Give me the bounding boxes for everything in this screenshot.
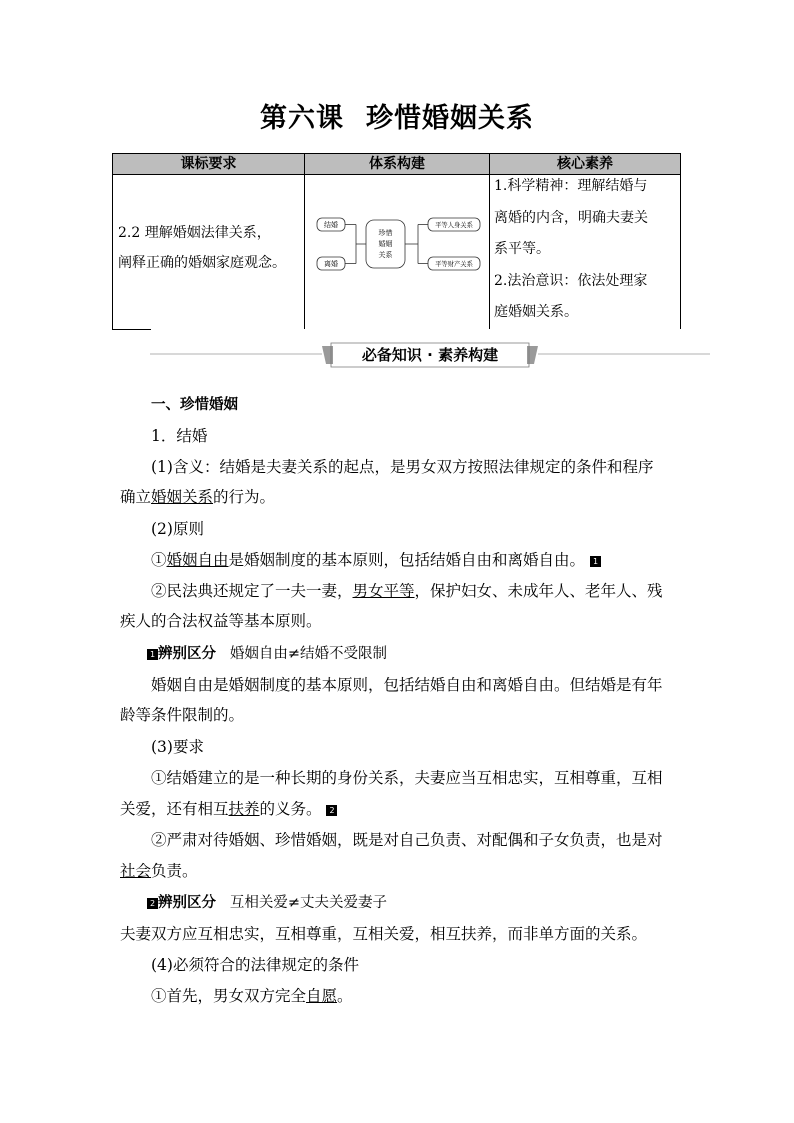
note-marker[interactable]: 2 [326,805,337,816]
key-term: 婚姻关系 [151,488,214,506]
table-col-line [680,153,681,329]
requirement-line: 2.2 理解婚姻法律关系， [118,225,271,241]
text-run: 。 [337,987,353,1005]
header-requirement: 课标要求 [113,154,304,174]
diagram-label-divorce: 离婚 [324,260,338,268]
diagram-label-personal: 平等人身关系 [435,222,473,229]
definition-line [120,485,275,507]
definition-line: (1)含义：结婚是夫妻关系的起点，是男女双方按照法律规定的条件和程序 [151,458,654,476]
note-heading [147,642,387,663]
diagram-label-property: 平等财产关系 [435,261,473,268]
paragraph-heading: (4)必须符合的法律规定的条件 [151,956,359,974]
note-heading [147,891,387,912]
text-run: ① [151,551,167,569]
paragraph-heading: (2)原则 [151,520,204,538]
section-banner [150,342,710,368]
text-run: 确立 [120,488,152,506]
banner-label: 必备知识 · 素养构建 [361,346,499,364]
principle-line: 疾人的合法权益等基本原则。 [120,612,322,630]
text-run: 是婚姻制度的基本原则，包括结婚自由和离婚自由。 [228,551,586,569]
key-term: 自愿 [306,987,338,1005]
table-bottom-stub [112,329,151,330]
section-heading: 一、珍惜婚姻 [151,396,238,413]
text-run: ，保护妇女、未成年人、老年人、残 [414,582,663,600]
header-literacy: 核心素养 [490,154,680,174]
diagram-label-center: 珍惜 [378,229,393,237]
note-marker: 1 [147,649,158,660]
literacy-text [494,171,648,329]
key-term: 社会 [120,862,152,880]
title-lesson-number: 第六课 [260,103,344,134]
requirement-line: ①结婚建立的是一种长期的身份关系，夫妻应当互相忠实，互相尊重，互相 [151,769,663,787]
note-label: 辨别区分 [158,894,216,911]
note-subtitle: 婚姻自由≠结婚不受限制 [229,646,387,662]
diagram-label-center: 婚姻 [378,240,393,248]
requirement-line [120,859,198,881]
page-title [0,96,794,135]
note-line: 婚姻自由是婚姻制度的基本原则，包括结婚自由和离婚自由。但结婚是有年 [151,676,663,694]
title-lesson-name: 珍惜婚姻关系 [366,103,534,134]
condition-line [151,984,353,1006]
diagram-label-center: 关系 [378,251,393,259]
requirement-text [118,218,286,278]
principle-line [151,579,663,601]
standards-table [112,153,681,329]
key-term: 婚姻自由 [166,551,229,569]
text-run: 负责。 [151,862,198,880]
key-term: 男女平等 [352,582,415,600]
note-marker[interactable]: 1 [590,556,601,567]
text-run: ①首先，男女双方完全 [151,987,307,1005]
requirement-line: 阐释正确的婚姻家庭观念。 [118,255,286,271]
concept-diagram [314,213,482,277]
literacy-line: 庭婚姻关系。 [494,304,578,320]
text-run: 关爱，还有相互 [120,800,229,818]
diagram-label-marriage: 结婚 [324,221,338,229]
subsection-heading: 1．结婚 [151,427,208,445]
literacy-line: 2.法治意识：依法处理家 [494,272,648,289]
text-run: ②民法典还规定了一夫一妻， [151,582,353,600]
paragraph-heading: (3)要求 [151,738,204,756]
note-line: 龄等条件限制的。 [120,706,245,724]
text-run: 的行为。 [213,488,276,506]
requirement-line [120,797,337,819]
literacy-line: 1.科学精神：理解结婚与 [494,178,648,194]
key-term: 扶养 [228,800,260,818]
literacy-line: 系平等。 [494,241,550,257]
table-col-line [112,153,113,329]
header-structure: 体系构建 [305,154,489,174]
table-col-line [304,153,305,329]
note-marker: 2 [147,898,158,909]
note-line: 夫妻双方应互相忠实，互相尊重，互相关爱，相互扶养，而非单方面的关系。 [120,925,648,943]
principle-line [151,548,601,570]
note-label: 辨别区分 [158,645,216,662]
literacy-line: 离婚的内含，明确夫妻关 [494,209,648,226]
text-run: 的义务。 [259,800,322,818]
table-col-line [489,153,490,329]
requirement-line: ②严肃对待婚姻、珍惜婚姻，既是对自己负责、对配偶和子女负责，也是对 [151,831,663,849]
note-subtitle: 互相关爱≠丈夫关爱妻子 [229,895,387,911]
